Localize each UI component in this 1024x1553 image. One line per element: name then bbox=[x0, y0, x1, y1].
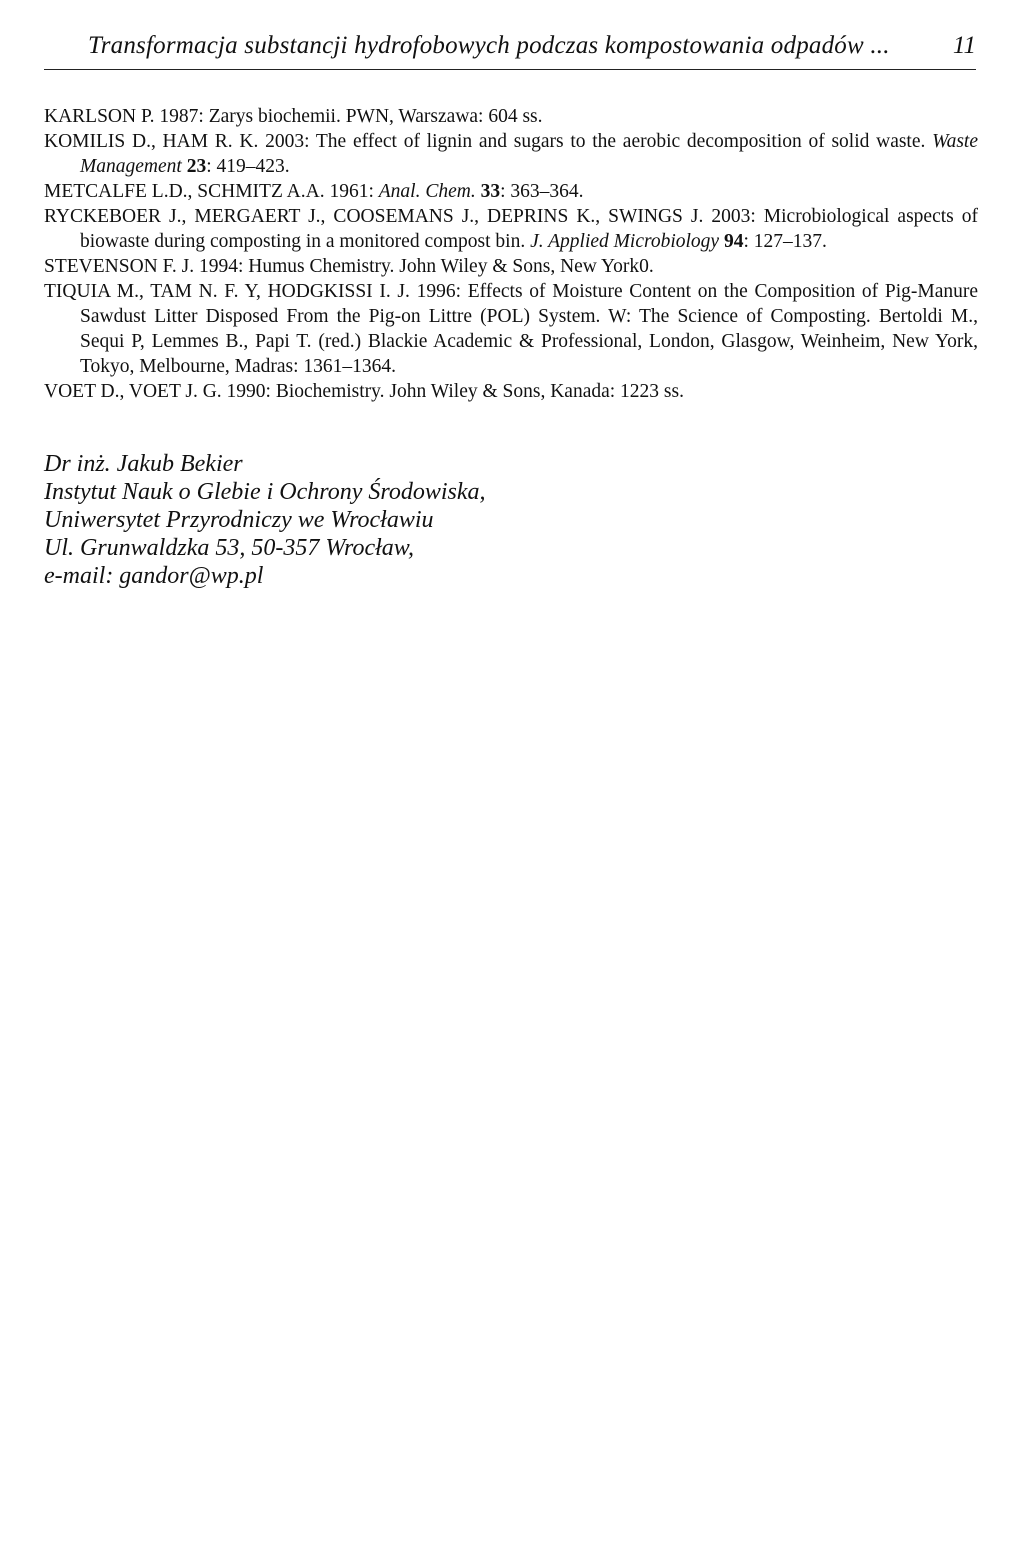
reference-text: TIQUIA M., TAM N. F. Y, HODGKISSI I. J. 1996: Effects of Moisture Content on the Composition of Pig-Manure Sawdust Litter Disposed From the Pig-on Littre (POL) System. W: The Science of Composting. Bertoldi M., Sequi P, Lemmes B., Papi T. (red.) Blackie Academic & Professional, London, Glasgow, Weinheim, New York, Tokyo, Melbourne, Madras: 1361–1364. bbox=[44, 281, 978, 377]
author-address: Ul. Grunwaldzka 53, 50-357 Wrocław, bbox=[44, 535, 414, 561]
author-email: e-mail: gandor@wp.pl bbox=[44, 563, 264, 589]
author-institute: Instytut Nauk o Glebie i Ochrony Środowiska, bbox=[44, 479, 486, 505]
reference-text: RYCKEBOER J., MERGAERT J., COOSEMANS J., DEPRINS K., SWINGS J. 2003: Microbiological aspects of biowaste during composting in a monitored compost bin. bbox=[44, 206, 978, 252]
page-number: 11 bbox=[952, 32, 976, 59]
reference-metcalfe bbox=[44, 179, 978, 204]
volume-number: 94 bbox=[723, 231, 744, 252]
running-title: Transformacja substancji hydrofobowych podczas kompostowania odpadów ... bbox=[88, 32, 890, 59]
reference-text: KOMILIS D., HAM R. K. 2003: The effect of lignin and sugars to the aerobic decomposition of solid waste. bbox=[44, 131, 933, 152]
page-range: : 419–423. bbox=[206, 156, 290, 177]
volume-number: 23 bbox=[186, 156, 207, 177]
reference-tiquia bbox=[44, 279, 978, 379]
reference-list bbox=[44, 104, 978, 404]
reference-text: METCALFE L.D., SCHMITZ A.A. 1961: bbox=[44, 181, 379, 202]
author-affiliation bbox=[44, 450, 744, 590]
journal-name: Anal. Chem. bbox=[378, 181, 476, 202]
reference-stevenson bbox=[44, 254, 978, 279]
author-name: Dr inż. Jakub Bekier bbox=[44, 451, 243, 477]
page-range: : 127–137. bbox=[743, 231, 827, 252]
page-range: : 363–364. bbox=[500, 181, 584, 202]
running-header bbox=[44, 30, 976, 70]
volume-number: 33 bbox=[480, 181, 501, 202]
reference-karlson bbox=[44, 104, 978, 129]
reference-text: VOET D., VOET J. G. 1990: Biochemistry. John Wiley & Sons, Kanada: 1223 ss. bbox=[44, 381, 684, 402]
journal-name: Waste Management bbox=[80, 131, 978, 177]
author-university: Uniwersytet Przyrodniczy we Wrocławiu bbox=[44, 507, 434, 533]
reference-text: KARLSON P. 1987: Zarys biochemii. PWN, Warszawa: 604 ss. bbox=[44, 106, 543, 127]
reference-voet bbox=[44, 379, 978, 404]
reference-komilis bbox=[44, 129, 978, 179]
journal-name: J. Applied Microbiology bbox=[530, 231, 720, 252]
reference-ryckeboer bbox=[44, 204, 978, 254]
reference-text: STEVENSON F. J. 1994: Humus Chemistry. John Wiley & Sons, New York0. bbox=[44, 256, 654, 277]
